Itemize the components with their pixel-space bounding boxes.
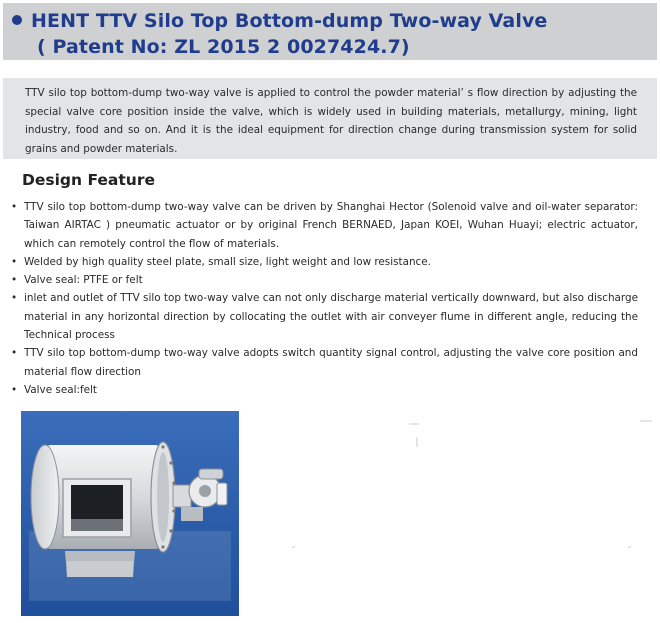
feature-item [10, 198, 638, 253]
feature-item [10, 271, 638, 289]
bullet-icon: • [11, 383, 18, 396]
bullet-icon: • [11, 274, 18, 287]
feature-text: Valve seal:felt [24, 383, 97, 396]
patent-number: ( Patent No: ZL 2015 2 0027424.7) [37, 36, 410, 58]
intro-panel [3, 78, 657, 159]
faint-artifact [292, 546, 295, 548]
faint-artifact [640, 420, 652, 422]
feature-text: Welded by high quality steel plate, small size, light weight and low resistance. [24, 255, 431, 268]
bullet-icon: • [11, 255, 18, 268]
feature-item [10, 253, 638, 271]
feature-text: Valve seal: PTFE or felt [24, 274, 143, 287]
title-banner [3, 3, 657, 60]
bullet-icon: • [11, 201, 18, 213]
intro-text: TTV silo top bottom-dump two-way valve is applied to control the powder material’ s flow direction by adjusting the special valve core position inside the valve, which is widely used in building materials, metallurgy, mining, light industry, food and so on. And it is the ideal equipment for direction change during transmission system for solid grains and powder materials. [25, 87, 637, 155]
feature-list [10, 198, 638, 399]
title-text: HENT TTV Silo Top Bottom-dump Two-way Valve [31, 10, 548, 32]
faint-artifact [628, 546, 631, 548]
feature-item [10, 344, 638, 381]
feature-text: TTV silo top bottom-dump two-way valve can be driven by Shanghai Hector (Solenoid valve and oil-water separator: Taiwan AIRTAC ) pneumatic actuator or by original French BERNAED, Japan KOEI, Wuhan Huayi; electric actuator, which can remotely control the flow of materials. [24, 201, 638, 250]
faint-artifact [416, 437, 418, 447]
bullet-icon: • [11, 292, 18, 305]
feature-item [10, 381, 638, 399]
bullet-icon [12, 15, 22, 25]
design-feature-heading: Design Feature [22, 171, 155, 189]
page-title [12, 10, 547, 32]
feature-item [10, 289, 638, 344]
feature-text: inlet and outlet of TTV silo top two-way valve can not only discharge material vertically downward, but also discharge material in any horizontal direction by collocating the outlet with air conveyer flume in different angle, reducing the Technical process [24, 292, 638, 342]
faint-artifact [409, 423, 419, 425]
valve-photo [21, 411, 239, 616]
bullet-icon: • [11, 347, 18, 360]
feature-text: TTV silo top bottom-dump two-way valve adopts switch quantity signal control, adjusting the valve core position and material flow direction [24, 347, 638, 378]
valve-illustration [21, 411, 239, 616]
